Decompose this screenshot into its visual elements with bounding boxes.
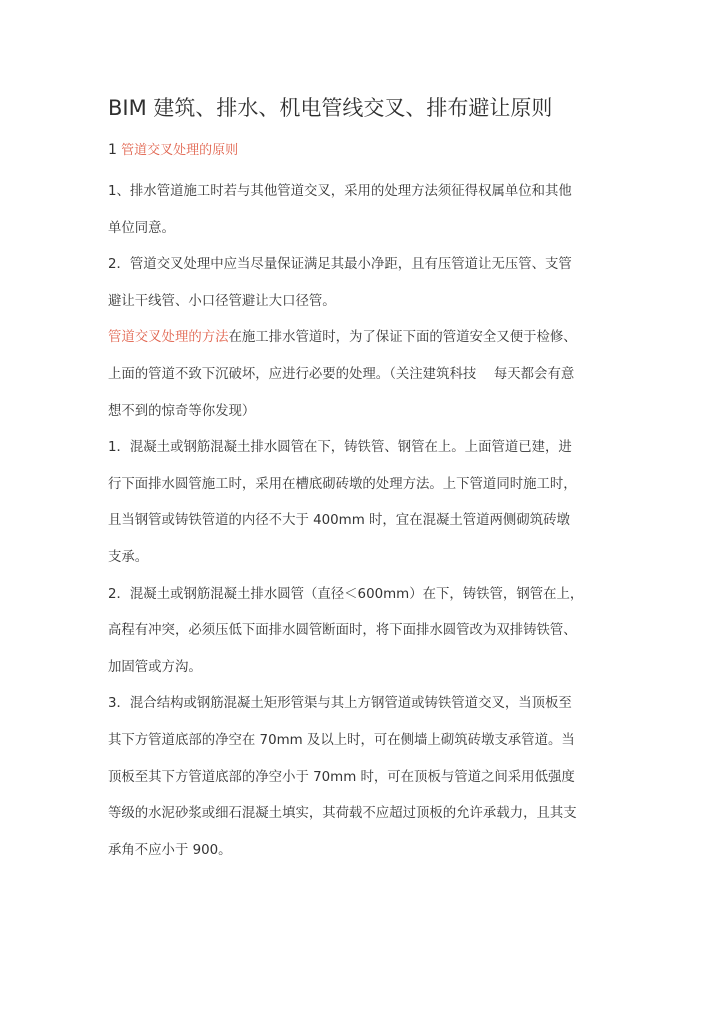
text-line (108, 320, 618, 357)
paragraph-method-2 (108, 577, 618, 687)
method-intro: 在施工排水管道时，为了保证下面的管道安全又便于检修、 (228, 330, 577, 346)
method-heading: 管道交叉处理的方法 (108, 330, 229, 346)
section-heading (108, 141, 618, 160)
text-line: 3．混合结构或钢筋混凝土矩形管渠与其上方钢管道或铸铁管道交叉，当顶板至 (108, 696, 572, 712)
text-line: 1、排水管道施工时若与其他管道交叉，采用的处理方法须征得权属单位和其他 (108, 184, 572, 199)
paragraph-method-3 (108, 686, 618, 869)
text-line: 想不到的惊奇等你发现） (108, 403, 256, 419)
section-label: 管道交叉处理的原则 (121, 143, 239, 158)
paragraph-1 (108, 174, 618, 247)
document-page (108, 93, 618, 869)
text-line: 2．混凝土或钢筋混凝土排水圆管（直径＜600mm）在下，铸铁管，钢管在上， (108, 586, 584, 602)
text-line: 顶板至其下方管道底部的净空小于 70mm 时，可在顶板与管道之间采用低强度 (108, 769, 575, 785)
text-line: 2．管道交叉处理中应当尽量保证满足其最小净距，且有压管道让无压管、支管 (108, 257, 572, 273)
text-line: 高程有冲突，必须压低下面排水圆管断面时，将下面排水圆管改为双排铸铁管、 (108, 623, 577, 639)
paragraph-method-1 (108, 430, 618, 576)
text-line: 单位同意。 (108, 220, 175, 236)
text-line: 其下方管道底部的净空在 70mm 及以上时，可在侧墙上砌筑砖墩支承管道。当 (108, 732, 575, 748)
text-line: 行下面排水圆管施工时，采用在槽底砌砖墩的处理方法。上下管道同时施工时， (108, 476, 577, 492)
text-line: 等级的水泥砂浆或细石混凝土填实，其荷载不应超过顶板的允许承载力，且其支 (108, 806, 577, 822)
text-line: 避让干线管、小口径管避让大口径管。 (108, 293, 336, 309)
section-number: 1 (108, 142, 117, 158)
text-line: 上面的管道不致下沉破坏，应进行必要的处理。（关注建筑科技 每天都会有意 (108, 366, 575, 382)
text-line: 且当钢管或铸铁管道的内径不大于 400mm 时，宜在混凝土管道两侧砌筑砖墩 (108, 513, 570, 529)
text-line: 承角不应小于 900。 (108, 842, 232, 858)
text-line: 加固管或方沟。 (108, 659, 202, 675)
text-line: 支承。 (108, 549, 149, 565)
text-line: 1．混凝土或钢筋混凝土排水圆管在下，铸铁管、钢管在上。上面管道已建，进 (108, 440, 572, 456)
paragraph-2 (108, 247, 618, 320)
paragraph-method (108, 320, 618, 430)
page-title: BIM 建筑、排水、机电管线交叉、排布避让原则 (108, 96, 553, 120)
